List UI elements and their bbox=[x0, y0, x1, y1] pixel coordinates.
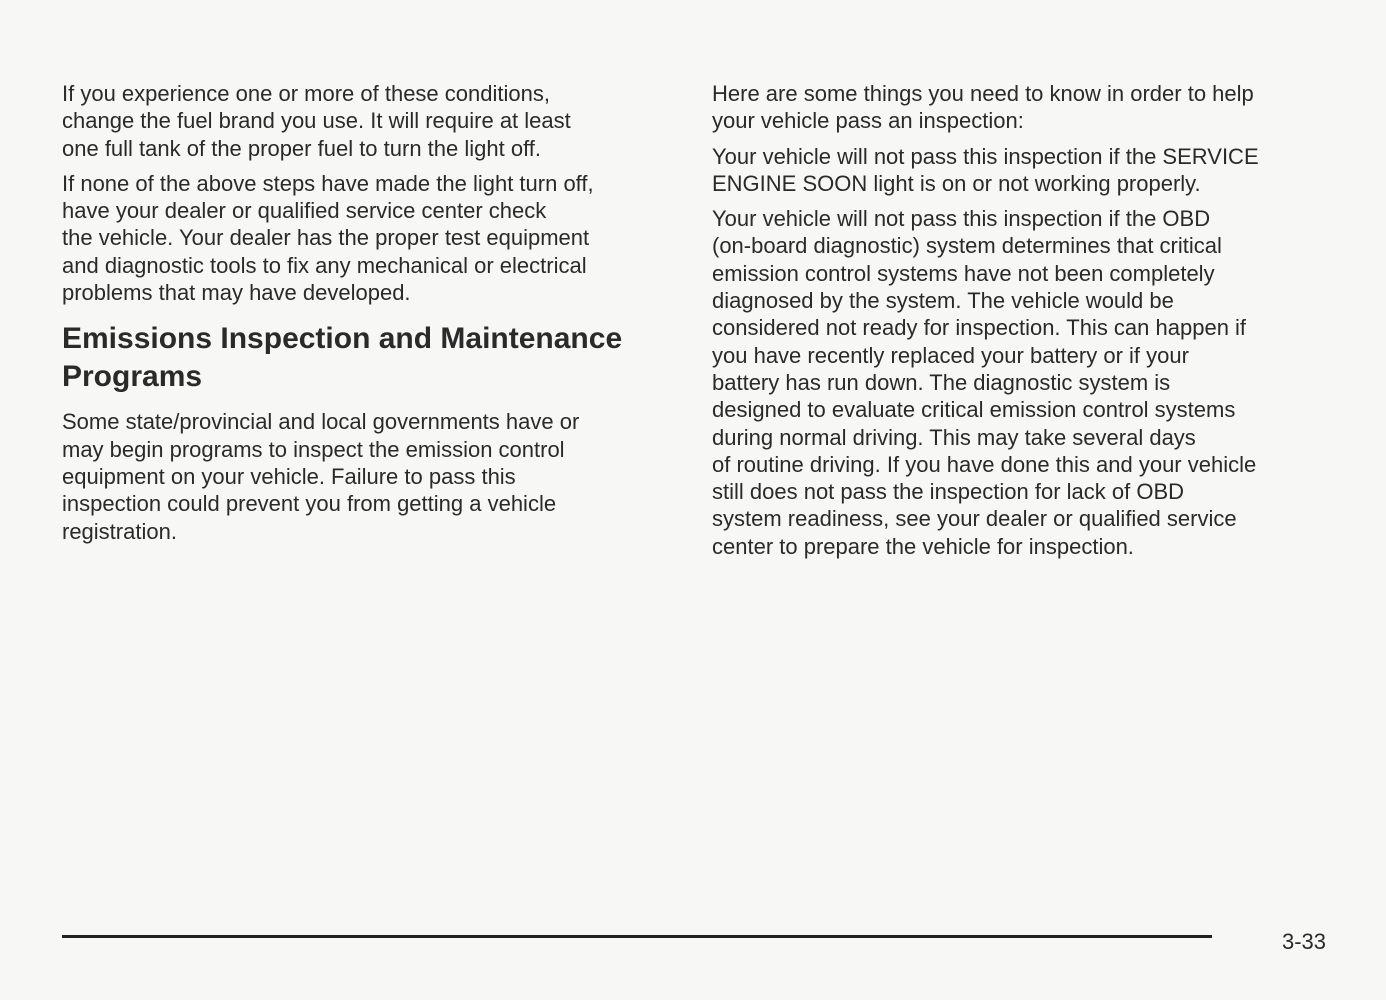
text-line: If you experience one or more of these conditions, bbox=[62, 81, 550, 106]
text-line: system readiness, see your dealer or qualified service bbox=[712, 506, 1237, 532]
text-line: designed to evaluate critical emission control systems bbox=[712, 397, 1236, 423]
text-line: problems that may have developed. bbox=[62, 280, 411, 306]
paragraph-service-engine-light bbox=[712, 143, 1337, 198]
paragraph-inspection-programs bbox=[62, 408, 672, 544]
text-line: still does not pass the inspection for lack of OBD bbox=[712, 479, 1185, 505]
text-line: Here are some things you need to know in order to help bbox=[712, 81, 1254, 106]
text-line: change the fuel brand you use. It will require at least bbox=[62, 108, 571, 134]
text-line: and diagnostic tools to fix any mechanical or electrical bbox=[62, 252, 587, 278]
text-line: inspection could prevent you from getting a vehicle bbox=[62, 491, 557, 517]
text-line: may begin programs to inspect the emission control bbox=[62, 436, 565, 462]
text-line: considered not ready for inspection. This can happen if bbox=[712, 315, 1247, 341]
text-line: If none of the above steps have made the light turn off, bbox=[62, 170, 594, 196]
section-heading bbox=[62, 320, 672, 396]
text-line: you have recently replaced your battery or if your bbox=[712, 342, 1189, 368]
text-line: one full tank of the proper fuel to turn the light off. bbox=[62, 135, 542, 161]
right-column bbox=[712, 80, 1337, 568]
text-line: Your vehicle will not pass this inspection if the OBD bbox=[712, 206, 1211, 232]
text-line: center to prepare the vehicle for inspection. bbox=[712, 533, 1134, 559]
heading-line: Programs bbox=[62, 360, 203, 394]
page-number: 3-33 bbox=[1281, 929, 1326, 954]
text-line: equipment on your vehicle. Failure to pass this bbox=[62, 463, 516, 489]
text-line: diagnosed by the system. The vehicle would be bbox=[712, 288, 1174, 314]
text-line: (on-board diagnostic) system determines that critical bbox=[712, 233, 1222, 259]
text-line: the vehicle. Your dealer has the proper test equipment bbox=[62, 225, 590, 251]
text-line: ENGINE SOON light is on or not working properly. bbox=[712, 170, 1201, 196]
text-line: of routine driving. If you have done this and your vehicle bbox=[712, 451, 1257, 477]
paragraph-obd-readiness bbox=[712, 205, 1337, 560]
text-line: battery has run down. The diagnostic system is bbox=[712, 369, 1171, 395]
text-line: Your vehicle will not pass this inspection if the SERVICE bbox=[712, 143, 1259, 169]
text-line: your vehicle pass an inspection: bbox=[712, 108, 1024, 134]
footer-divider bbox=[62, 935, 1212, 938]
text-line: registration. bbox=[62, 518, 177, 544]
text-line: have your dealer or qualified service center check bbox=[62, 198, 547, 224]
paragraph-dealer-check bbox=[62, 170, 672, 306]
left-column bbox=[62, 80, 672, 553]
text-line: during normal driving. This may take several days bbox=[712, 424, 1196, 450]
text-line: Some state/provincial and local governments have or bbox=[62, 409, 580, 435]
text-line: emission control systems have not been completely bbox=[712, 260, 1215, 286]
paragraph-fuel-brand bbox=[62, 80, 672, 162]
heading-line: Emissions Inspection and Maintenance bbox=[62, 322, 623, 356]
paragraph-intro bbox=[712, 80, 1337, 135]
